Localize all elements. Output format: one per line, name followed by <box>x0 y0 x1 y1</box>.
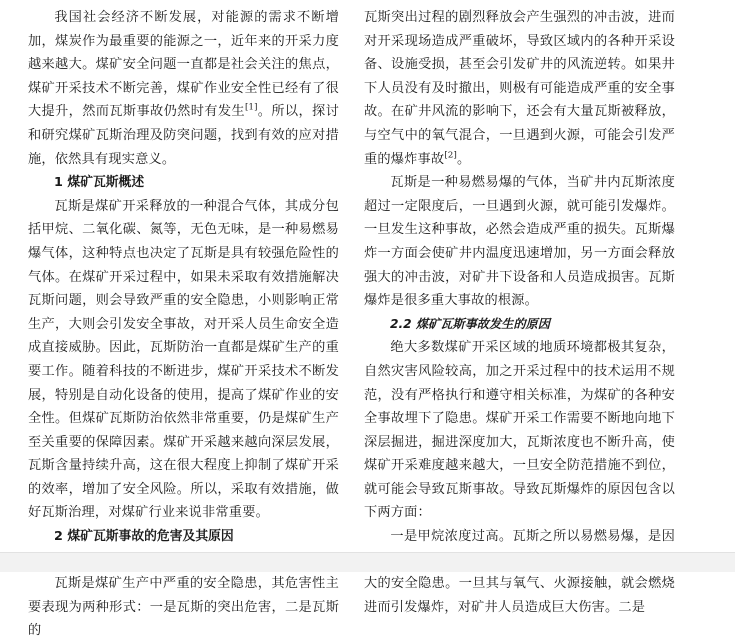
continued-paragraph <box>364 6 675 171</box>
section-2-1-paragraph: 瓦斯是煤矿生产中严重的安全隐患，其危害性主要表现为两种形式：一是瓦斯的突出危害，二是瓦斯的 <box>28 576 339 639</box>
causes-paragraph: 绝大多数煤矿开采区域的地质环境都极其复杂，自然灾害风险较高，加之开采过程中的技术运用不规范，没有严格执行和遵守相关标准，为煤矿的各种安全事故埋下了隐患。煤矿开采工作需要不断地向地下深层掘进，掘进深度加大，瓦斯浓度也不断升高，使煤矿开采难度越来越大，一旦安全防范措施不到位，就可能会导致瓦斯事故。导致瓦斯爆炸的原因包含以下两方面： <box>364 340 675 521</box>
citation-1: [1] <box>244 102 258 113</box>
explosion-paragraph: 瓦斯是一种易燃易爆的气体，当矿井内瓦斯浓度超过一定限度后，一旦遇到火源，就可能引发爆炸。一旦发生这种事故，必然会造成严重的损失。瓦斯爆炸一方面会使矿井内温度迅速增加，另一方面会释放强大的冲击波，对矿井下设备和人员造成损害。瓦斯爆炸是很多重大事故的根源。 <box>364 175 675 309</box>
continued-text-a: 瓦斯突出过程的剧烈释放会产生强烈的冲击波，进而对开采现场造成严重破坏，导致区域内的各种开采设备、设施受损，甚至会引发矿井的风流逆转。如果井下人员没有及时撤出，则极有可能造成严重的安全事故。在矿井风流的影响下，还会有大量瓦斯被释放，与空气中的氧气混合，一旦遇到火源，可能会引发严重的爆炸事故 <box>364 10 675 167</box>
left-column <box>28 6 339 643</box>
intro-paragraph <box>28 6 339 171</box>
citation-2: [2] <box>444 150 457 161</box>
methane-paragraph: 一是甲烷浓度过高。瓦斯之所以易燃易爆，是因 大的安全隐患。一旦其与氧气、火源接触，就会燃烧进而引发爆炸，对矿井人员造成巨大伤害。二是 <box>364 529 675 615</box>
continued-text-b: 。 <box>456 151 471 167</box>
section-2-2-heading: 2.2 煤矿瓦斯事故发生的原因 <box>390 316 550 331</box>
section-1-heading: 1 煤矿瓦斯概述 <box>54 175 145 191</box>
intro-text-a: 我国社会经济不断发展，对能源的需求不断增加，煤炭作为最重要的能源之一，近年来的开采力度越来越大。煤矿安全问题一直都是社会关注的焦点，煤矿开采技术不断完善，煤矿作业安全性已经有了很大提升，然而瓦斯事故仍然时有发生 <box>28 10 339 120</box>
section-2-heading: 2 煤矿瓦斯事故的危害及其原因 <box>54 529 234 545</box>
right-column <box>364 6 675 619</box>
section-1-paragraph: 瓦斯是煤矿开采释放的一种混合气体，其成分包括甲烷、二氧化碳、氮等，无色无味，是一种易燃易爆气体，这种特点也决定了瓦斯是具有较强危险性的气体。在煤矿开采过程中，如果未采取有效措施解决瓦斯问题，则会导致严重的安全隐患，小则影响正常生产，大则会引发安全事故，对开采人员生命安全造成直接威胁。因此，瓦斯防治一直都是煤矿生产的重要工作。随着科技的不断进步，煤矿开采技术不断发展，特别是自动化设备的使用，提高了煤矿作业的安全性。但煤矿瓦斯防治依然非常重要，仍是煤矿生产至关重要的保障因素。煤矿开采越来越向深层发展，瓦斯含量持续升高，这在很大程度上抑制了煤矿开采的效率，增加了安全风险。所以，采取有效措施，做好瓦斯治理，对煤矿行业来说非常重要。 <box>28 198 339 521</box>
intro-text-b: 。所以，探讨和研究煤矿瓦斯治理及防突问题，找到有效的应对措施，依然具有现实意义。 <box>28 104 339 167</box>
bottom-scroll-bar <box>0 552 735 572</box>
